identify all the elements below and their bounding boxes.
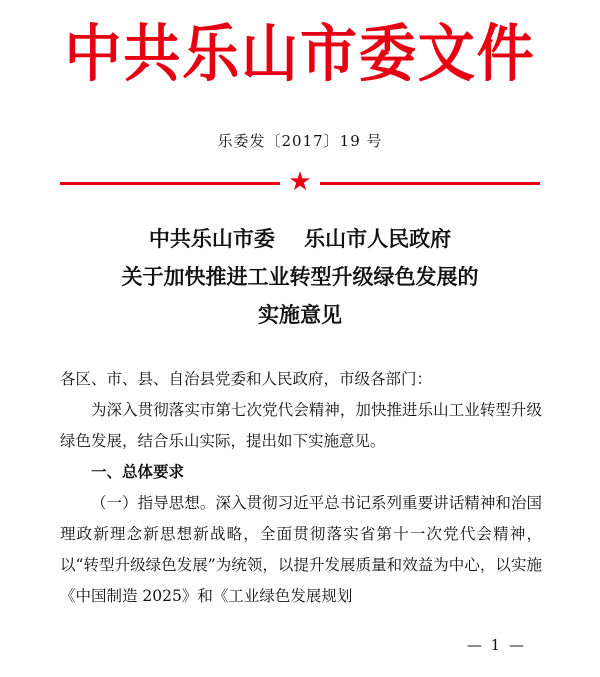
document-body (60, 364, 542, 612)
document-title (0, 220, 600, 334)
document-number: 乐委发〔2017〕19 号 (217, 132, 383, 150)
title-line-1: 中共乐山市委 乐山市人民政府 (148, 227, 452, 251)
salutation: 各区、市、县、自治县党委和人民政府，市级各部门： (60, 370, 433, 388)
title-line-2: 关于加快推进工业转型升级绿色发展的 (121, 265, 479, 289)
title-line-3: 实施意见 (258, 303, 342, 327)
section-heading: 一、总体要求 (91, 463, 185, 481)
masthead-title: 中共乐山市委文件 (64, 17, 536, 90)
intro-paragraph: 为深入贯彻落实市第七次党代会精神，加快推进乐山工业转型升级绿色发展，结合乐山实际，提出如下实施意见。 (60, 401, 542, 450)
red-divider (60, 167, 540, 197)
divider-line-left (60, 182, 280, 185)
page-number: — 1 — (466, 636, 526, 654)
star-icon: ★ (288, 167, 312, 197)
guiding-thought-paragraph: （一）指导思想。深入贯彻习近平总书记系列重要讲话精神和治国理政新理念新思想新战略，全面贯彻落实省第十一次党代会精神，以“转型升级绿色发展”为统领，以提升发展质量和效益为中心，以实施《中国制造 2025》和《工业绿色发展规划 (60, 494, 542, 605)
divider-line-right (320, 182, 540, 185)
